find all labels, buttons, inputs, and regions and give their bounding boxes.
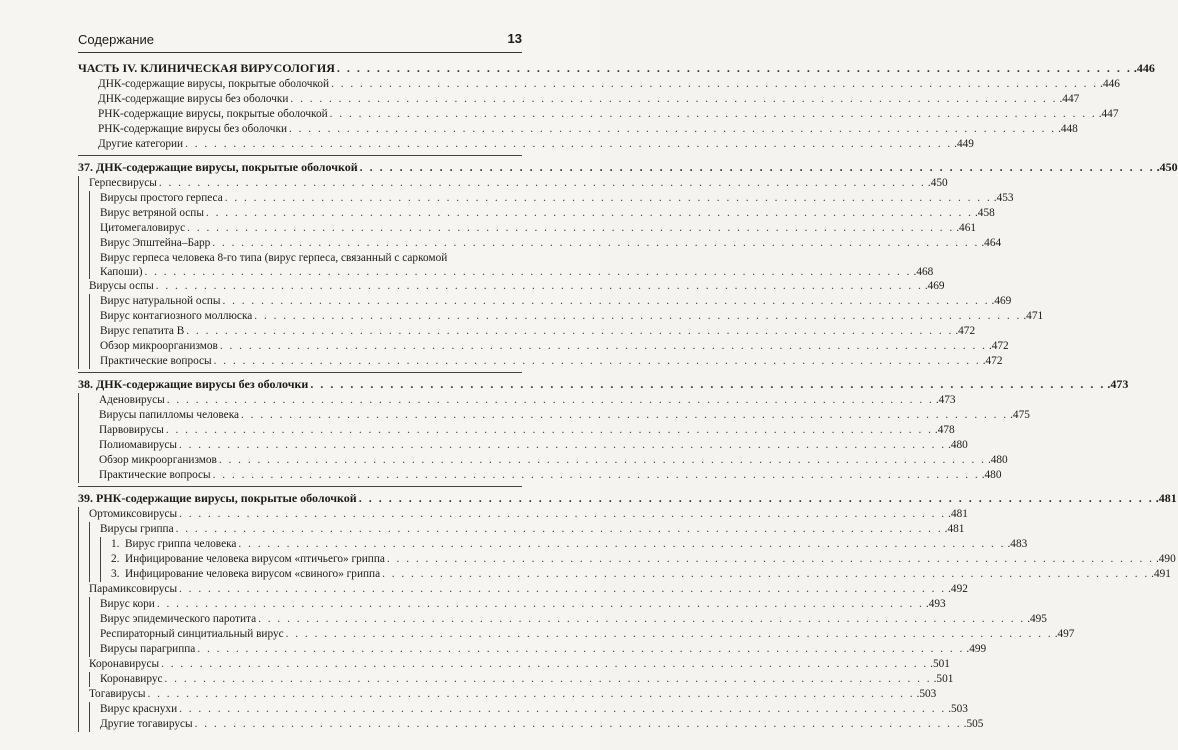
- toc-entry[interactable]: Вирус натуральной оспы . . . .469: [90, 294, 522, 309]
- toc-section[interactable]: Герпесвирусы . . . .450: [79, 176, 522, 191]
- paramyxo-subsections: [89, 597, 1075, 657]
- chapter-separator: [78, 372, 1129, 393]
- toc-entry[interactable]: Парвовирусы . . . .478: [79, 423, 522, 438]
- toc-entry[interactable]: Вирусы гриппа . . . .481: [90, 522, 522, 537]
- toc-entry[interactable]: Вирус контагиозного моллюска . . . .471: [90, 309, 522, 324]
- toc-section[interactable]: Ортомиксовирусы . . . .481: [79, 507, 522, 522]
- chapter-separator: [78, 486, 1177, 507]
- toc-entry[interactable]: Аденовирусы . . . .473: [79, 393, 522, 408]
- toc-entry[interactable]: РНК-содержащие вирусы без оболочки . . . .448: [78, 122, 522, 137]
- toc-chapter-38[interactable]: 38. ДНК-содержащие вирусы без оболочки . . . .473: [78, 376, 522, 393]
- toc-entry[interactable]: Вирус гепатита B . . . .472: [90, 324, 522, 339]
- herpes-subsections: [89, 191, 1014, 279]
- toc-entry[interactable]: 2. Инфицирование человека вирусом «птичьего» гриппа . . . .490: [101, 552, 522, 567]
- corona-subsections: [89, 672, 954, 687]
- page-number: 13: [507, 31, 522, 46]
- toc-part-heading[interactable]: ЧАСТЬ IV. КЛИНИЧЕСКАЯ ВИРУСОЛОГИЯ . . . .446: [78, 60, 522, 77]
- toc-entry[interactable]: Коронавирус . . . .501: [90, 672, 522, 687]
- toc-entry[interactable]: Респираторный синцитиальный вирус . . . .497: [90, 627, 522, 642]
- toc-entry[interactable]: Вирусы простого герпеса . . . .453: [90, 191, 522, 206]
- flu-subsections: [100, 537, 1176, 582]
- header-title: Содержание: [78, 32, 154, 47]
- toc-entry[interactable]: Вирус Эпштейна–Барр . . . .464: [90, 236, 522, 251]
- toc-entry-multiline[interactable]: Вирус герпеса человека 8-го типа (вирус герпеса, связанный с саркомой Капоши) . . . .468: [90, 251, 522, 279]
- toc-entry[interactable]: ДНК-содержащие вирусы без оболочки . . . .447: [78, 92, 522, 107]
- toc-entry[interactable]: Практические вопросы . . . .472: [90, 354, 522, 369]
- orthomyxo-subsections: [89, 522, 1176, 582]
- toc-section[interactable]: Тогавирусы . . . .503: [79, 687, 522, 702]
- toc-entry[interactable]: РНК-содержащие вирусы, покрытые оболочкой . . . .447: [78, 107, 522, 122]
- toc-entry[interactable]: Вирусы папилломы человека . . . .475: [79, 408, 522, 423]
- toc-entry[interactable]: Другие категории . . . .449: [78, 137, 522, 152]
- toc-section[interactable]: Коронавирусы . . . .501: [79, 657, 522, 672]
- table-of-contents: [78, 60, 1178, 732]
- toc-chapter-37[interactable]: 37. ДНК-содержащие вирусы, покрытые оболочкой . . . .450: [78, 159, 522, 176]
- chapter-38-body: [78, 393, 1030, 483]
- toc-section[interactable]: Парамиксовирусы . . . .492: [79, 582, 522, 597]
- toc-entry[interactable]: Вирус кори . . . .493: [90, 597, 522, 612]
- toga-subsections: [89, 702, 984, 732]
- toc-entry[interactable]: Цитомегаловирус . . . .461: [90, 221, 522, 236]
- toc-entry[interactable]: Другие тогавирусы . . . .505: [90, 717, 522, 732]
- chapter-37-body: [78, 176, 1044, 369]
- toc-entry[interactable]: Практические вопросы . . . .480: [79, 468, 522, 483]
- toc-entry[interactable]: 1. Вирус гриппа человека . . . .483: [101, 537, 522, 552]
- toc-entry[interactable]: 3. Инфицирование человека вирусом «свиного» гриппа . . . .491: [101, 567, 522, 582]
- toc-entry[interactable]: Вирусы парагриппа . . . .499: [90, 642, 522, 657]
- toc-entry[interactable]: Вирус ветряной оспы . . . .458: [90, 206, 522, 221]
- toc-section[interactable]: Вирусы оспы . . . .469: [79, 279, 522, 294]
- toc-entry[interactable]: Полиомавирусы . . . .480: [79, 438, 522, 453]
- pox-subsections: [89, 294, 1044, 369]
- chapter-39-body: [78, 507, 1176, 732]
- toc-entry[interactable]: Обзор микроорганизмов . . . .472: [90, 339, 522, 354]
- toc-chapter-39[interactable]: 39. РНК-содержащие вирусы, покрытые оболочкой . . . .481: [78, 490, 522, 507]
- chapter-separator: [78, 155, 1178, 176]
- toc-entry[interactable]: ДНК-содержащие вирусы, покрытые оболочкой . . . .446: [78, 77, 522, 92]
- toc-entry[interactable]: Вирус краснухи . . . .503: [90, 702, 522, 717]
- toc-entry[interactable]: Обзор микроорганизмов . . . .480: [79, 453, 522, 468]
- toc-entry[interactable]: Вирус эпидемического паротита . . . .495: [90, 612, 522, 627]
- page-header: [78, 30, 522, 53]
